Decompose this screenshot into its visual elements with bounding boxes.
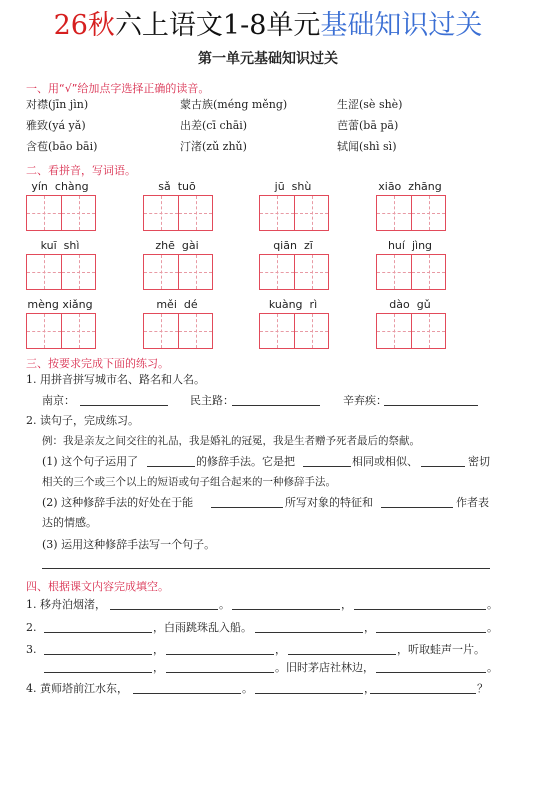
s1-item-4 bbox=[26, 119, 86, 133]
s3-sub2-text-d: 达的情感。 bbox=[42, 516, 97, 529]
s3-sub1-text-e: 相关的三个或三个以上的短语或句子组合起来的一种修辞手法。 bbox=[42, 476, 336, 488]
s1-word: 出差 bbox=[180, 119, 202, 132]
s4-line2-text: ，白雨跳珠乱入船。 bbox=[153, 621, 252, 634]
writing-grid[interactable] bbox=[259, 313, 329, 349]
punctuation: ， bbox=[364, 621, 375, 634]
answer-blank[interactable] bbox=[211, 507, 283, 508]
banner-part1: 26秋 bbox=[53, 10, 115, 41]
worksheet-banner bbox=[0, 8, 536, 44]
pinyin-label: yín chàng bbox=[31, 180, 89, 193]
s4-line1-start: 1. 移舟泊烟渚， bbox=[26, 598, 106, 611]
pinyin-label: xiāo zhāng bbox=[378, 180, 442, 193]
answer-blank[interactable] bbox=[354, 609, 486, 610]
answer-blank[interactable] bbox=[232, 609, 340, 610]
answer-blank[interactable] bbox=[255, 693, 363, 694]
punctuation: ， bbox=[153, 661, 164, 674]
s1-word: 汀渚 bbox=[180, 140, 202, 153]
pinyin-label: qiān zī bbox=[273, 239, 313, 252]
pinyin-label: jū shù bbox=[274, 180, 312, 193]
s4-line3-text-2: 。旧时茅店社林边， bbox=[275, 661, 374, 674]
answer-line[interactable] bbox=[42, 568, 490, 569]
pinyin-label: huí jìng bbox=[387, 239, 433, 252]
pinyin-label: sǎ tuō bbox=[158, 180, 196, 193]
answer-blank[interactable] bbox=[147, 466, 195, 467]
banner-part3: 基础知识过关 bbox=[320, 10, 483, 41]
punctuation: 。 bbox=[487, 598, 498, 611]
s3-example-sentence: 例：我是亲友之间交往的礼品，我是婚礼的冠冕，我是生者赠予死者最后的祭献。 bbox=[42, 435, 420, 447]
punctuation: ？ bbox=[477, 682, 488, 695]
writing-grid[interactable] bbox=[26, 313, 96, 349]
pinyin-label: dào gǔ bbox=[389, 298, 431, 311]
s3-label-road: 民主路： bbox=[190, 394, 234, 407]
answer-blank[interactable] bbox=[110, 609, 218, 610]
answer-blank[interactable] bbox=[376, 632, 486, 633]
s1-options: (yá yǎ) bbox=[48, 119, 86, 132]
writing-grid[interactable] bbox=[26, 254, 96, 290]
s1-options: (zǔ zhǔ) bbox=[202, 140, 247, 153]
writing-grid[interactable] bbox=[376, 195, 446, 231]
s1-word: 芭蕾 bbox=[337, 119, 359, 132]
answer-blank[interactable] bbox=[166, 654, 274, 655]
writing-grid[interactable] bbox=[143, 254, 213, 290]
punctuation: 。 bbox=[487, 661, 498, 674]
s1-options: (bāo bāi) bbox=[48, 140, 98, 153]
punctuation: ， bbox=[364, 682, 375, 695]
s3-sub1-text-d: 密切 bbox=[468, 455, 490, 468]
s1-item-8 bbox=[180, 140, 247, 154]
section4-heading: 四、根据课文内容完成填空。 bbox=[26, 580, 169, 593]
punctuation: 。 bbox=[242, 682, 253, 695]
unit-title: 第一单元基础知识过关 bbox=[198, 51, 338, 67]
s1-item-6 bbox=[337, 119, 398, 133]
answer-blank[interactable] bbox=[166, 672, 274, 673]
s3-sub1-text-c: 相同或相似、 bbox=[352, 455, 418, 468]
section1-heading: 一、用“√”给加点字选择正确的读音。 bbox=[26, 82, 210, 95]
answer-blank[interactable] bbox=[303, 466, 351, 467]
writing-grid[interactable] bbox=[143, 313, 213, 349]
s1-options: (cī chāi) bbox=[202, 119, 248, 132]
pinyin-label: kuàng rì bbox=[268, 298, 318, 311]
s1-word: 轼闻 bbox=[337, 140, 359, 153]
answer-blank[interactable] bbox=[44, 654, 152, 655]
s3-sub3-text: (3) 运用这种修辞手法写一个句子。 bbox=[42, 538, 216, 551]
s3-sub2-text-c: 作者表 bbox=[456, 496, 489, 509]
s1-item-5 bbox=[180, 119, 247, 133]
punctuation: 。 bbox=[219, 598, 230, 611]
answer-blank[interactable] bbox=[232, 405, 320, 406]
pinyin-label: měi dé bbox=[156, 298, 198, 311]
answer-blank[interactable] bbox=[421, 466, 465, 467]
section3-heading: 三、按要求完成下面的练习。 bbox=[26, 357, 169, 370]
s1-item-9 bbox=[337, 140, 397, 154]
s1-options: (méng měng) bbox=[213, 98, 288, 111]
s4-line2-number: 2. bbox=[26, 621, 37, 634]
s1-options: (sè shè) bbox=[359, 98, 403, 111]
answer-blank[interactable] bbox=[133, 693, 241, 694]
punctuation: ， bbox=[341, 598, 352, 611]
s1-word: 蒙古族 bbox=[180, 98, 213, 111]
s3-label-nanjing: 南京： bbox=[42, 394, 75, 407]
answer-blank[interactable] bbox=[255, 632, 363, 633]
s3-sub2-text-b: 所写对象的特征和 bbox=[285, 496, 373, 509]
s3-label-name: 辛弃疾： bbox=[343, 394, 387, 407]
s1-word: 生涩 bbox=[337, 98, 359, 111]
s1-word: 含苞 bbox=[26, 140, 48, 153]
writing-grid[interactable] bbox=[259, 195, 329, 231]
writing-grid[interactable] bbox=[26, 195, 96, 231]
answer-blank[interactable] bbox=[384, 405, 478, 406]
answer-blank[interactable] bbox=[381, 507, 453, 508]
s1-item-2 bbox=[180, 98, 287, 112]
s1-options: (jīn jìn) bbox=[48, 98, 89, 111]
s4-line3-text: ，听取蛙声一片。 bbox=[397, 643, 485, 656]
writing-grid[interactable] bbox=[143, 195, 213, 231]
punctuation: 。 bbox=[487, 621, 498, 634]
s1-item-1 bbox=[26, 98, 88, 112]
pinyin-label: mèng xiǎng bbox=[27, 298, 93, 311]
s1-item-3 bbox=[337, 98, 402, 112]
answer-blank[interactable] bbox=[376, 672, 486, 673]
s1-word: 对襟 bbox=[26, 98, 48, 111]
s3-sub1-text-b: 的修辞手法。它是把 bbox=[196, 455, 295, 468]
answer-blank[interactable] bbox=[288, 654, 396, 655]
s1-word: 雅致 bbox=[26, 119, 48, 132]
writing-grid[interactable] bbox=[376, 254, 446, 290]
s4-line3-number: 3. bbox=[26, 643, 37, 656]
answer-blank[interactable] bbox=[44, 632, 152, 633]
answer-blank[interactable] bbox=[370, 693, 476, 694]
s3-sub1-text-a: (1) 这个句子运用了 bbox=[42, 455, 139, 468]
punctuation: ， bbox=[275, 643, 286, 656]
s3-question-2: 2. 读句子，完成练习。 bbox=[26, 414, 139, 427]
s1-options: (bā pā) bbox=[359, 119, 399, 132]
s1-item-7 bbox=[26, 140, 97, 154]
s1-options: (shì sì) bbox=[359, 140, 397, 153]
s3-sub2-text-a: (2) 这种修辞手法的好处在于能 bbox=[42, 496, 194, 509]
writing-grid[interactable] bbox=[259, 254, 329, 290]
s4-line4-start: 4. 黄师塔前江水东， bbox=[26, 682, 128, 695]
answer-blank[interactable] bbox=[44, 672, 152, 673]
pinyin-label: kuī shì bbox=[40, 239, 80, 252]
banner-part2: 六上语文1-8单元 bbox=[114, 10, 321, 41]
section2-heading: 二、看拼音，写词语。 bbox=[26, 164, 136, 177]
writing-grid[interactable] bbox=[376, 313, 446, 349]
pinyin-label: zhē gài bbox=[155, 239, 199, 252]
answer-blank[interactable] bbox=[80, 405, 168, 406]
punctuation: ， bbox=[153, 643, 164, 656]
s3-question-1: 1. 用拼音拼写城市名、路名和人名。 bbox=[26, 373, 205, 386]
